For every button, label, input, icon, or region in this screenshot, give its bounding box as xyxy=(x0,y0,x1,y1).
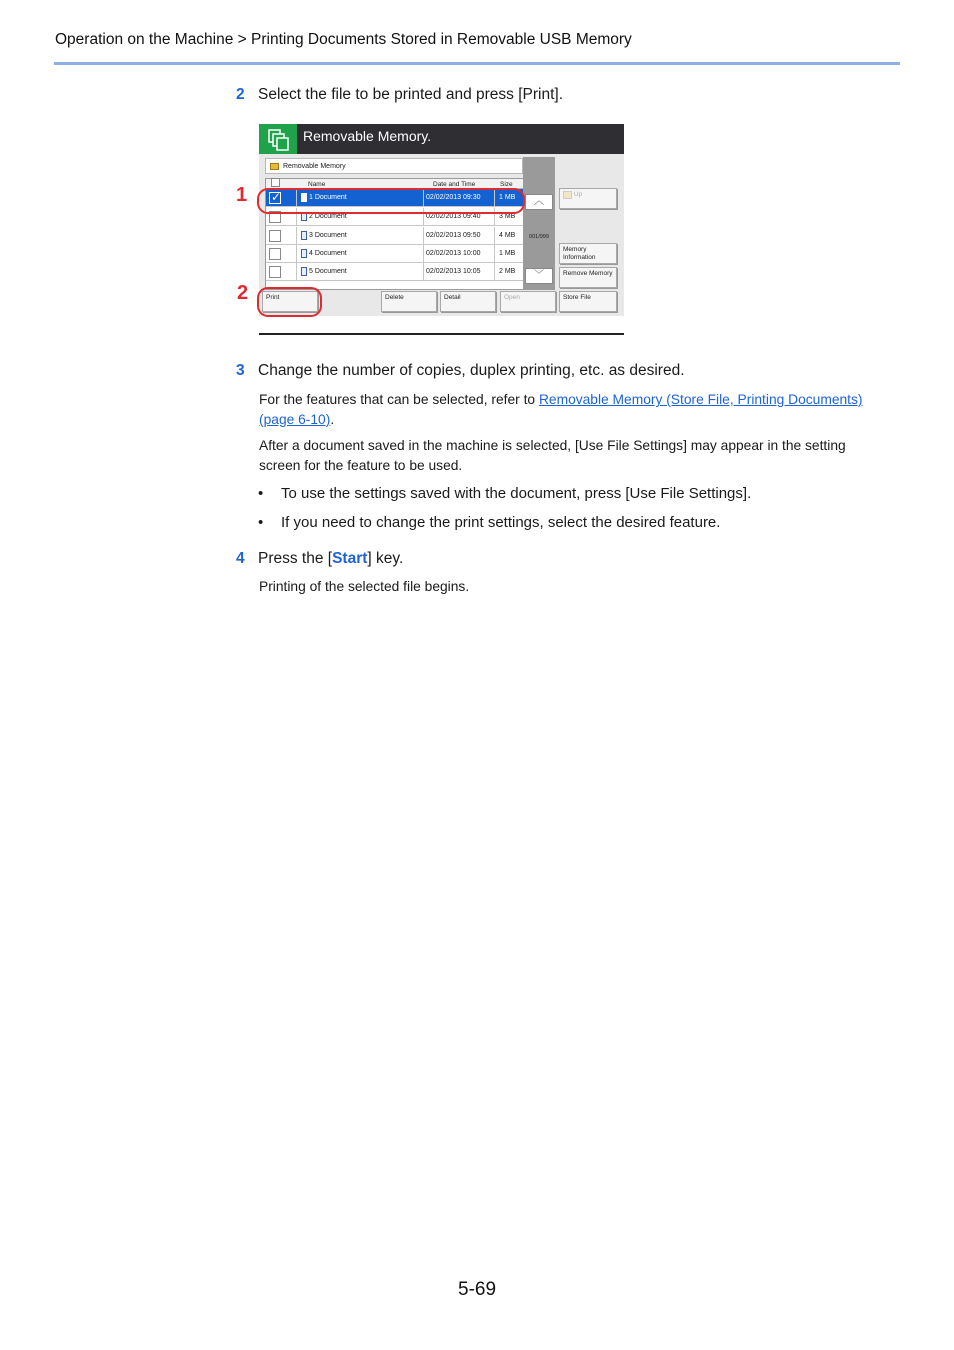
file-size: 2 MB xyxy=(499,268,516,275)
scroll-down-button[interactable] xyxy=(525,268,553,284)
file-size: 1 MB xyxy=(499,194,516,201)
step-text: Select the file to be printed and press [Print]. xyxy=(258,86,564,103)
step-4-result: Printing of the selected file begins. xyxy=(259,579,470,594)
file-size: 3 MB xyxy=(499,213,516,220)
bullet-item xyxy=(258,514,720,531)
file-date: 02/02/2013 10:05 xyxy=(426,268,481,275)
bullet-text: If you need to change the print settings, select the desired feature. xyxy=(281,514,721,531)
file-date: 02/02/2013 09:50 xyxy=(426,232,481,239)
file-row[interactable] xyxy=(266,245,523,263)
step-text-after: ] key. xyxy=(367,550,404,567)
folder-icon xyxy=(270,163,279,170)
reference-text: For the features that can be selected, refer to xyxy=(259,392,539,407)
screen-title: Removable Memory. xyxy=(303,128,432,144)
step-number: 3 xyxy=(236,362,245,379)
step-2 xyxy=(236,86,563,104)
bullet-marker: • xyxy=(258,485,264,502)
step-number: 4 xyxy=(236,550,245,567)
file-size: 1 MB xyxy=(499,250,516,257)
page-number: 5-69 xyxy=(458,1279,497,1300)
print-button[interactable]: Print xyxy=(262,291,318,312)
step-3-reference xyxy=(259,390,899,429)
chevron-down-icon: ﹀ xyxy=(534,270,544,281)
reference-link-page[interactable]: (page 6-10) xyxy=(259,411,331,427)
chevron-up-icon: ︿ xyxy=(534,196,544,207)
file-name: 3 Document xyxy=(309,232,347,239)
breadcrumb: Operation on the Machine > Printing Documents Stored in Removable USB Memory xyxy=(55,31,632,48)
screen-bottom-rule xyxy=(259,333,624,335)
step-text-before: Press the [ xyxy=(258,550,333,567)
up-button[interactable] xyxy=(559,188,617,209)
callout-ring-2 xyxy=(257,287,322,317)
file-size: 4 MB xyxy=(499,232,516,239)
document-icon xyxy=(301,249,307,258)
file-name: 2 Document xyxy=(309,213,347,220)
column-header-name[interactable]: Name xyxy=(296,179,423,189)
up-label: Up xyxy=(573,191,583,198)
step-number: 2 xyxy=(236,86,245,103)
row-checkbox[interactable] xyxy=(269,248,281,260)
path-bar xyxy=(265,158,523,174)
remove-memory-button[interactable]: Remove Memory xyxy=(559,267,617,288)
scroll-up-button[interactable] xyxy=(525,194,553,210)
start-key-label: Start xyxy=(332,550,368,567)
memory-information-button[interactable]: Memory Information xyxy=(559,243,617,264)
store-file-button[interactable]: Store File xyxy=(559,291,617,312)
screen-titlebar xyxy=(259,124,624,154)
column-header-date[interactable]: Date and Time xyxy=(423,179,494,189)
check-icon: ✓ xyxy=(271,190,282,204)
file-date: 02/02/2013 09:30 xyxy=(426,194,481,201)
delete-button[interactable]: Delete xyxy=(381,291,437,312)
callout-number-2: 2 xyxy=(237,282,249,304)
path-label: Removable Memory xyxy=(283,163,346,170)
file-name: 5 Document xyxy=(309,268,347,275)
file-name: 4 Document xyxy=(309,250,347,257)
bullet-marker: • xyxy=(258,514,264,531)
file-row[interactable] xyxy=(266,263,523,281)
row-checkbox[interactable] xyxy=(269,230,281,242)
column-header-size[interactable]: Size xyxy=(494,179,523,189)
document-icon xyxy=(301,231,307,240)
bullet-text: To use the settings saved with the document, press [Use File Settings]. xyxy=(281,485,752,502)
folder-up-icon xyxy=(563,191,572,199)
page-indicator: 001/999 xyxy=(529,234,549,240)
removable-memory-icon xyxy=(259,124,297,154)
row-checkbox[interactable] xyxy=(269,266,281,278)
header-rule xyxy=(54,62,900,65)
callout-number-1: 1 xyxy=(236,184,248,206)
file-row[interactable] xyxy=(266,227,523,245)
step-4 xyxy=(236,550,403,568)
bullet-item xyxy=(258,485,751,502)
file-date: 02/02/2013 09:40 xyxy=(426,213,481,220)
reference-period: . xyxy=(330,411,335,427)
callout-ring-1 xyxy=(257,188,525,214)
document-icon xyxy=(301,267,307,276)
step-3-note: After a document saved in the machine is selected, [Use File Settings] may appear in the setting screen for the feature to be used. xyxy=(259,438,846,473)
detail-button[interactable]: Detail xyxy=(440,291,496,312)
file-date: 02/02/2013 10:00 xyxy=(426,250,481,257)
step-text: Change the number of copies, duplex printing, etc. as desired. xyxy=(258,362,685,379)
open-button[interactable]: Open xyxy=(500,291,556,312)
file-name: 1 Document xyxy=(309,194,347,201)
step-3 xyxy=(236,362,685,380)
reference-link[interactable]: Removable Memory (Store File, Printing Documents) xyxy=(538,392,863,407)
